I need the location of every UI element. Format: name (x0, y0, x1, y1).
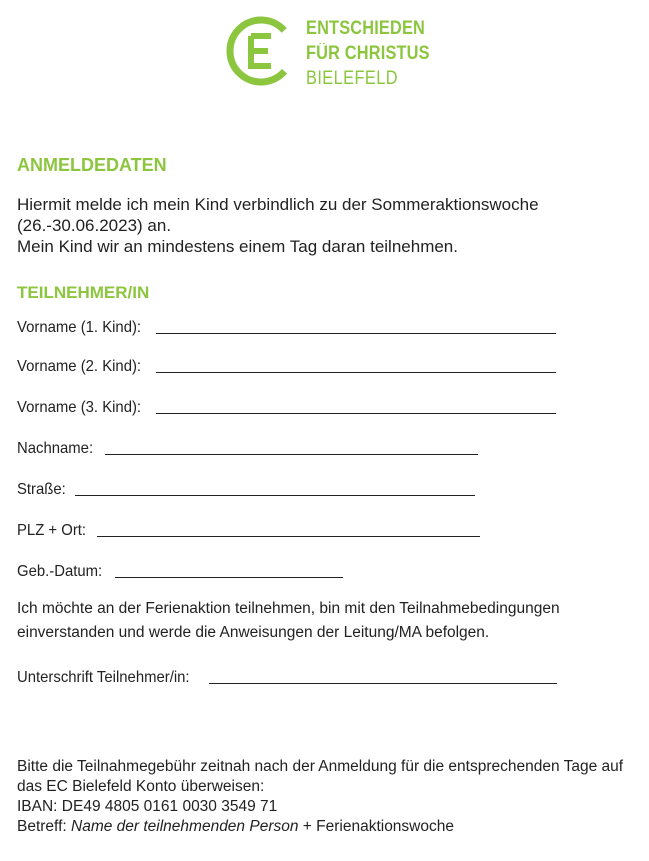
intro-text (17, 194, 637, 257)
intro-line-1: Hiermit melde ich mein Kind verbindlich zu der Sommeraktionswoche (17, 195, 539, 214)
logo-text (306, 16, 450, 91)
firstname-3-line[interactable] (156, 412, 556, 414)
zip-city-field (17, 516, 480, 540)
reference-suffix: + Ferienaktionswoche (298, 818, 454, 835)
logo-line-3: BIELEFELD (306, 68, 398, 89)
lastname-field (17, 434, 478, 458)
intro-line-2: (26.-30.06.2023) an. (17, 216, 172, 235)
firstname-3-label: Vorname (3. Kind): (17, 399, 142, 416)
consent-line-2: einverstanden und werde die Anweisungen der Leitung/MA befolgen. (17, 624, 490, 641)
payment-info (17, 757, 642, 837)
participant-heading: TEILNEHMER/IN (17, 283, 150, 302)
street-label: Straße: (17, 481, 66, 498)
logo-line-1: ENTSCHIEDEN (306, 18, 426, 39)
intro-line-3: Mein Kind wir an mindestens einem Tag daran teilnehmen. (17, 237, 458, 256)
lastname-line[interactable] (105, 453, 478, 455)
firstname-1-label: Vorname (1. Kind): (17, 319, 142, 336)
firstname-2-label: Vorname (2. Kind): (17, 358, 142, 375)
logo-line-2: FÜR CHRISTUS (306, 43, 430, 64)
reference-label: Betreff: (17, 818, 71, 835)
payment-reference (17, 817, 642, 837)
signature-label: Unterschrift Teilnehmer/in: (17, 669, 190, 686)
payment-line-1: Bitte die Teilnahmegebühr zeitnah nach der Anmeldung für die entsprechenden Tage auf (17, 758, 624, 775)
reference-name: Name der teilnehmenden Person (71, 818, 299, 835)
iban: IBAN: DE49 4805 0161 0030 3549 71 (17, 798, 278, 815)
street-field (17, 475, 475, 499)
registration-heading: ANMELDEDATEN (17, 155, 167, 175)
signature-field (17, 663, 557, 687)
payment-line-2: das EC Bielefeld Konto überweisen: (17, 778, 265, 795)
firstname-3-field (17, 393, 556, 417)
firstname-2-line[interactable] (156, 371, 556, 373)
zip-city-line[interactable] (97, 535, 480, 537)
firstname-1-line[interactable] (156, 332, 556, 334)
ec-logo (224, 14, 444, 88)
ec-logo-icon (224, 14, 298, 88)
consent-line-1: Ich möchte an der Ferienaktion teilnehmen, bin mit den Teilnahmebedingungen (17, 600, 560, 617)
consent-text (17, 597, 637, 645)
birthdate-field (17, 557, 343, 581)
zip-city-label: PLZ + Ort: (17, 522, 87, 539)
street-line[interactable] (75, 494, 475, 496)
birthdate-label: Geb.-Datum: (17, 563, 103, 580)
lastname-label: Nachname: (17, 440, 94, 457)
firstname-1-field (17, 313, 556, 337)
signature-line[interactable] (209, 682, 557, 684)
firstname-2-field (17, 352, 556, 376)
birthdate-line[interactable] (115, 576, 343, 578)
